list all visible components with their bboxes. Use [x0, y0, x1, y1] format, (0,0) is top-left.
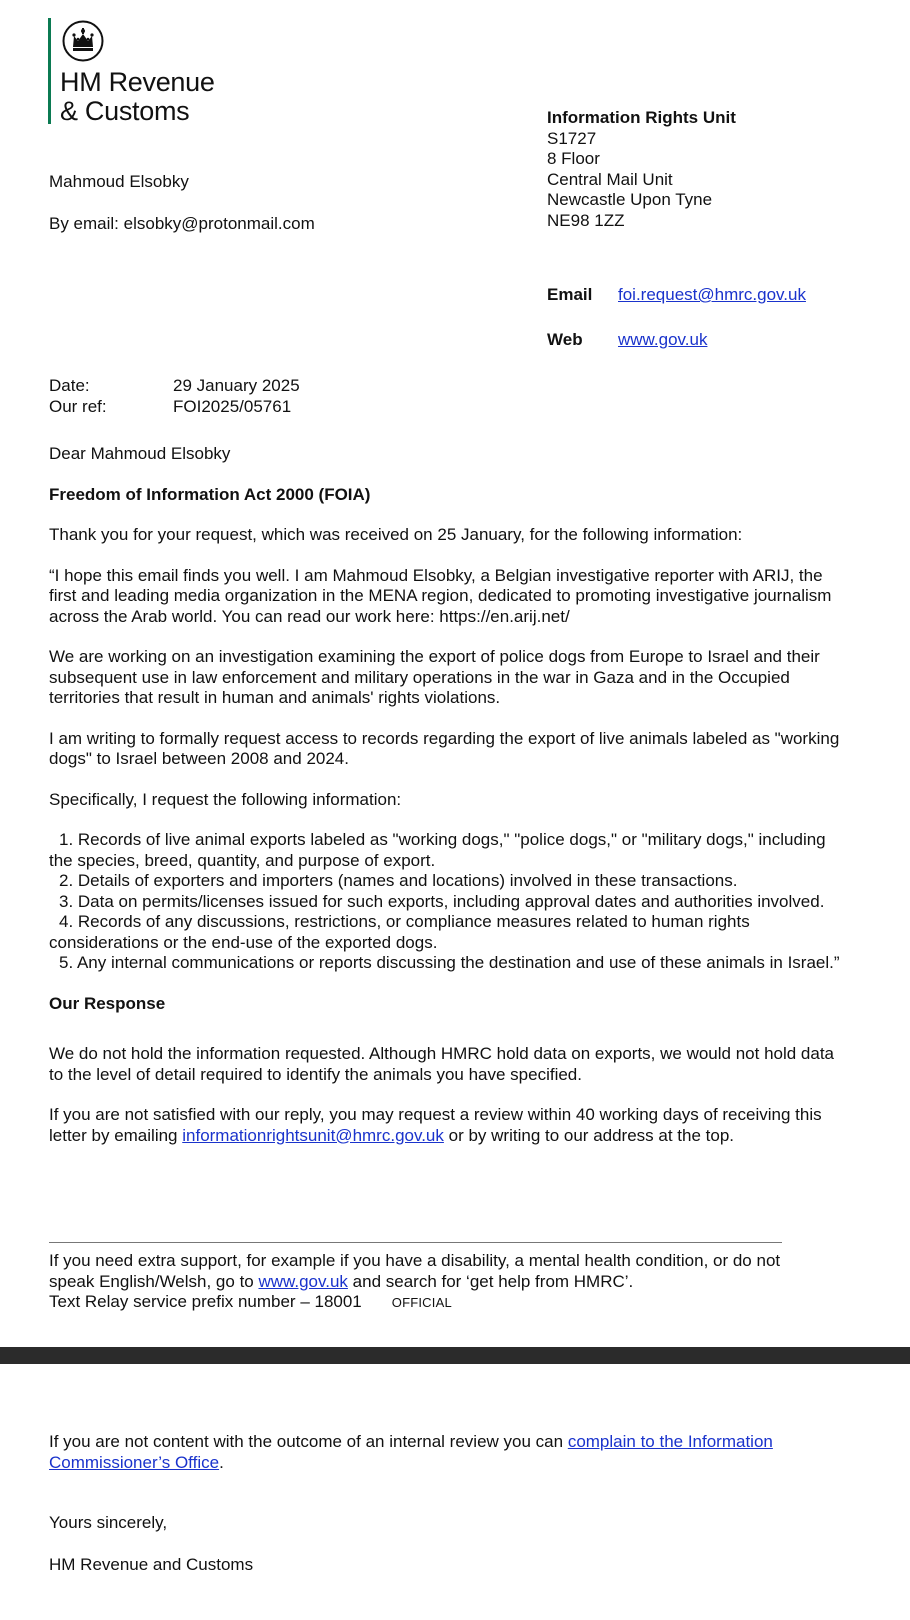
support-text-after: and search for ‘get help from HMRC’.	[347, 1271, 634, 1291]
letter-meta	[49, 376, 300, 417]
response-paragraph: We do not hold the information requested. Although HMRC hold data on exports, we would not hold data to the level of detail required to identify the animals you have specified.	[49, 1044, 835, 1084]
salutation: Dear Mahmoud Elsobky	[49, 444, 231, 463]
recipient-name: Mahmoud Elsobky	[49, 172, 189, 191]
sender-address	[547, 108, 736, 231]
quote-paragraph: I am writing to formally request access to records regarding the export of live animals labeled as "working dogs" to Israel between 2008 and 2024.	[49, 728, 840, 768]
text-relay-line	[49, 1292, 829, 1314]
ref-value: FOI2025/05761	[173, 396, 292, 416]
letter-heading: Freedom of Information Act 2000 (FOIA)	[49, 484, 371, 504]
quote-paragraph: We are working on an investigation examining the export of police dogs from Europe to Israel and their subsequent use in law enforcement and military operations in the war in Gaza and in the Occupied territories that result in human and animals' rights violations.	[49, 647, 820, 707]
recipient-email: By email: elsobky@protonmail.com	[49, 213, 315, 233]
contact-web-row	[547, 330, 867, 351]
review-paragraph	[49, 1105, 849, 1146]
classification-label: OFFICIAL	[391, 1295, 452, 1310]
address-line: NE98 1ZZ	[547, 210, 625, 230]
crown-emblem-icon	[62, 20, 104, 62]
signature: HM Revenue and Customs	[49, 1554, 254, 1574]
complaint-text-after: .	[219, 1452, 224, 1472]
list-item: 4. Records of any discussions, restrictions, or compliance measures related to human rights considerations or the end-use of the exported dogs.	[49, 912, 750, 952]
footer-divider	[49, 1242, 782, 1243]
sender-unit: Information Rights Unit	[547, 108, 736, 127]
request-list	[49, 830, 849, 974]
logo-line-1: HM Revenue	[60, 67, 215, 97]
ico-complaint-link[interactable]: complain to the Information Commissioner’s Office	[49, 1432, 773, 1472]
page-two	[49, 1432, 829, 1615]
address-line: Central Mail Unit	[547, 169, 673, 189]
review-email-link[interactable]: informationrightsunit@hmrc.gov.uk	[182, 1125, 444, 1145]
support-paragraph	[49, 1251, 829, 1292]
intro-paragraph: Thank you for your request, which was received on 25 January, for the following information:	[49, 525, 743, 544]
response-heading: Our Response	[49, 993, 166, 1013]
list-item: 5. Any internal communications or reports discussing the destination and use of these animals in Israel.”	[59, 953, 840, 972]
date-value: 29 January 2025	[173, 376, 300, 395]
logo-bar	[48, 18, 51, 124]
logo-wordmark	[60, 68, 215, 126]
quote-paragraph: Specifically, I request the following information:	[49, 789, 402, 809]
support-text-before: If you need extra support, for example if you have a disability, a mental health condition, or do not speak English/Welsh, go to	[49, 1251, 781, 1291]
complaint-text-before: If you are not content with the outcome of an internal review you can	[49, 1432, 568, 1451]
address-line: Newcastle Upon Tyne	[547, 190, 713, 209]
address-line: S1727	[547, 128, 597, 148]
text-relay: Text Relay service prefix number – 18001	[49, 1292, 362, 1311]
web-label: Web	[547, 330, 583, 349]
contact-email-row	[547, 285, 867, 306]
signoff: Yours sincerely,	[49, 1513, 168, 1532]
review-text-after: or by writing to our address at the top.	[443, 1125, 735, 1145]
address-line: 8 Floor	[547, 149, 600, 168]
letter-body	[49, 444, 849, 1146]
email-label: Email	[547, 285, 593, 304]
recipient-block	[49, 172, 315, 255]
page-break-bar	[0, 1347, 910, 1364]
web-link[interactable]: www.gov.uk	[618, 330, 708, 349]
complaint-paragraph	[49, 1432, 829, 1473]
review-text-before: If you are not satisfied with our reply, you may request a review within 40 working days of receiving this letter by emailing	[49, 1105, 822, 1145]
list-item: 3. Data on permits/licenses issued for such exports, including approval dates and authorities involved.	[59, 891, 825, 911]
logo-line-2: & Customs	[60, 96, 190, 126]
ref-label: Our ref:	[49, 396, 107, 416]
email-link[interactable]: foi.request@hmrc.gov.uk	[618, 285, 806, 304]
support-footer	[49, 1251, 829, 1314]
quote-paragraph: “I hope this email finds you well. I am Mahmoud Elsobky, a Belgian investigative reporter with ARIJ, the first and leading media organization in the MENA region, dedicated to promoting investigative journalism across the Arab world. You can read our work here: https://en.arij.net/	[49, 565, 832, 626]
date-label: Date:	[49, 376, 90, 395]
support-link[interactable]: www.gov.uk	[258, 1271, 348, 1291]
list-item: 2. Details of exporters and importers (names and locations) involved in these transactions.	[59, 871, 738, 890]
list-item: 1. Records of live animal exports labeled as "working dogs," "police dogs," or "military dogs," including the species, breed, quantity, and purpose of export.	[49, 830, 826, 870]
